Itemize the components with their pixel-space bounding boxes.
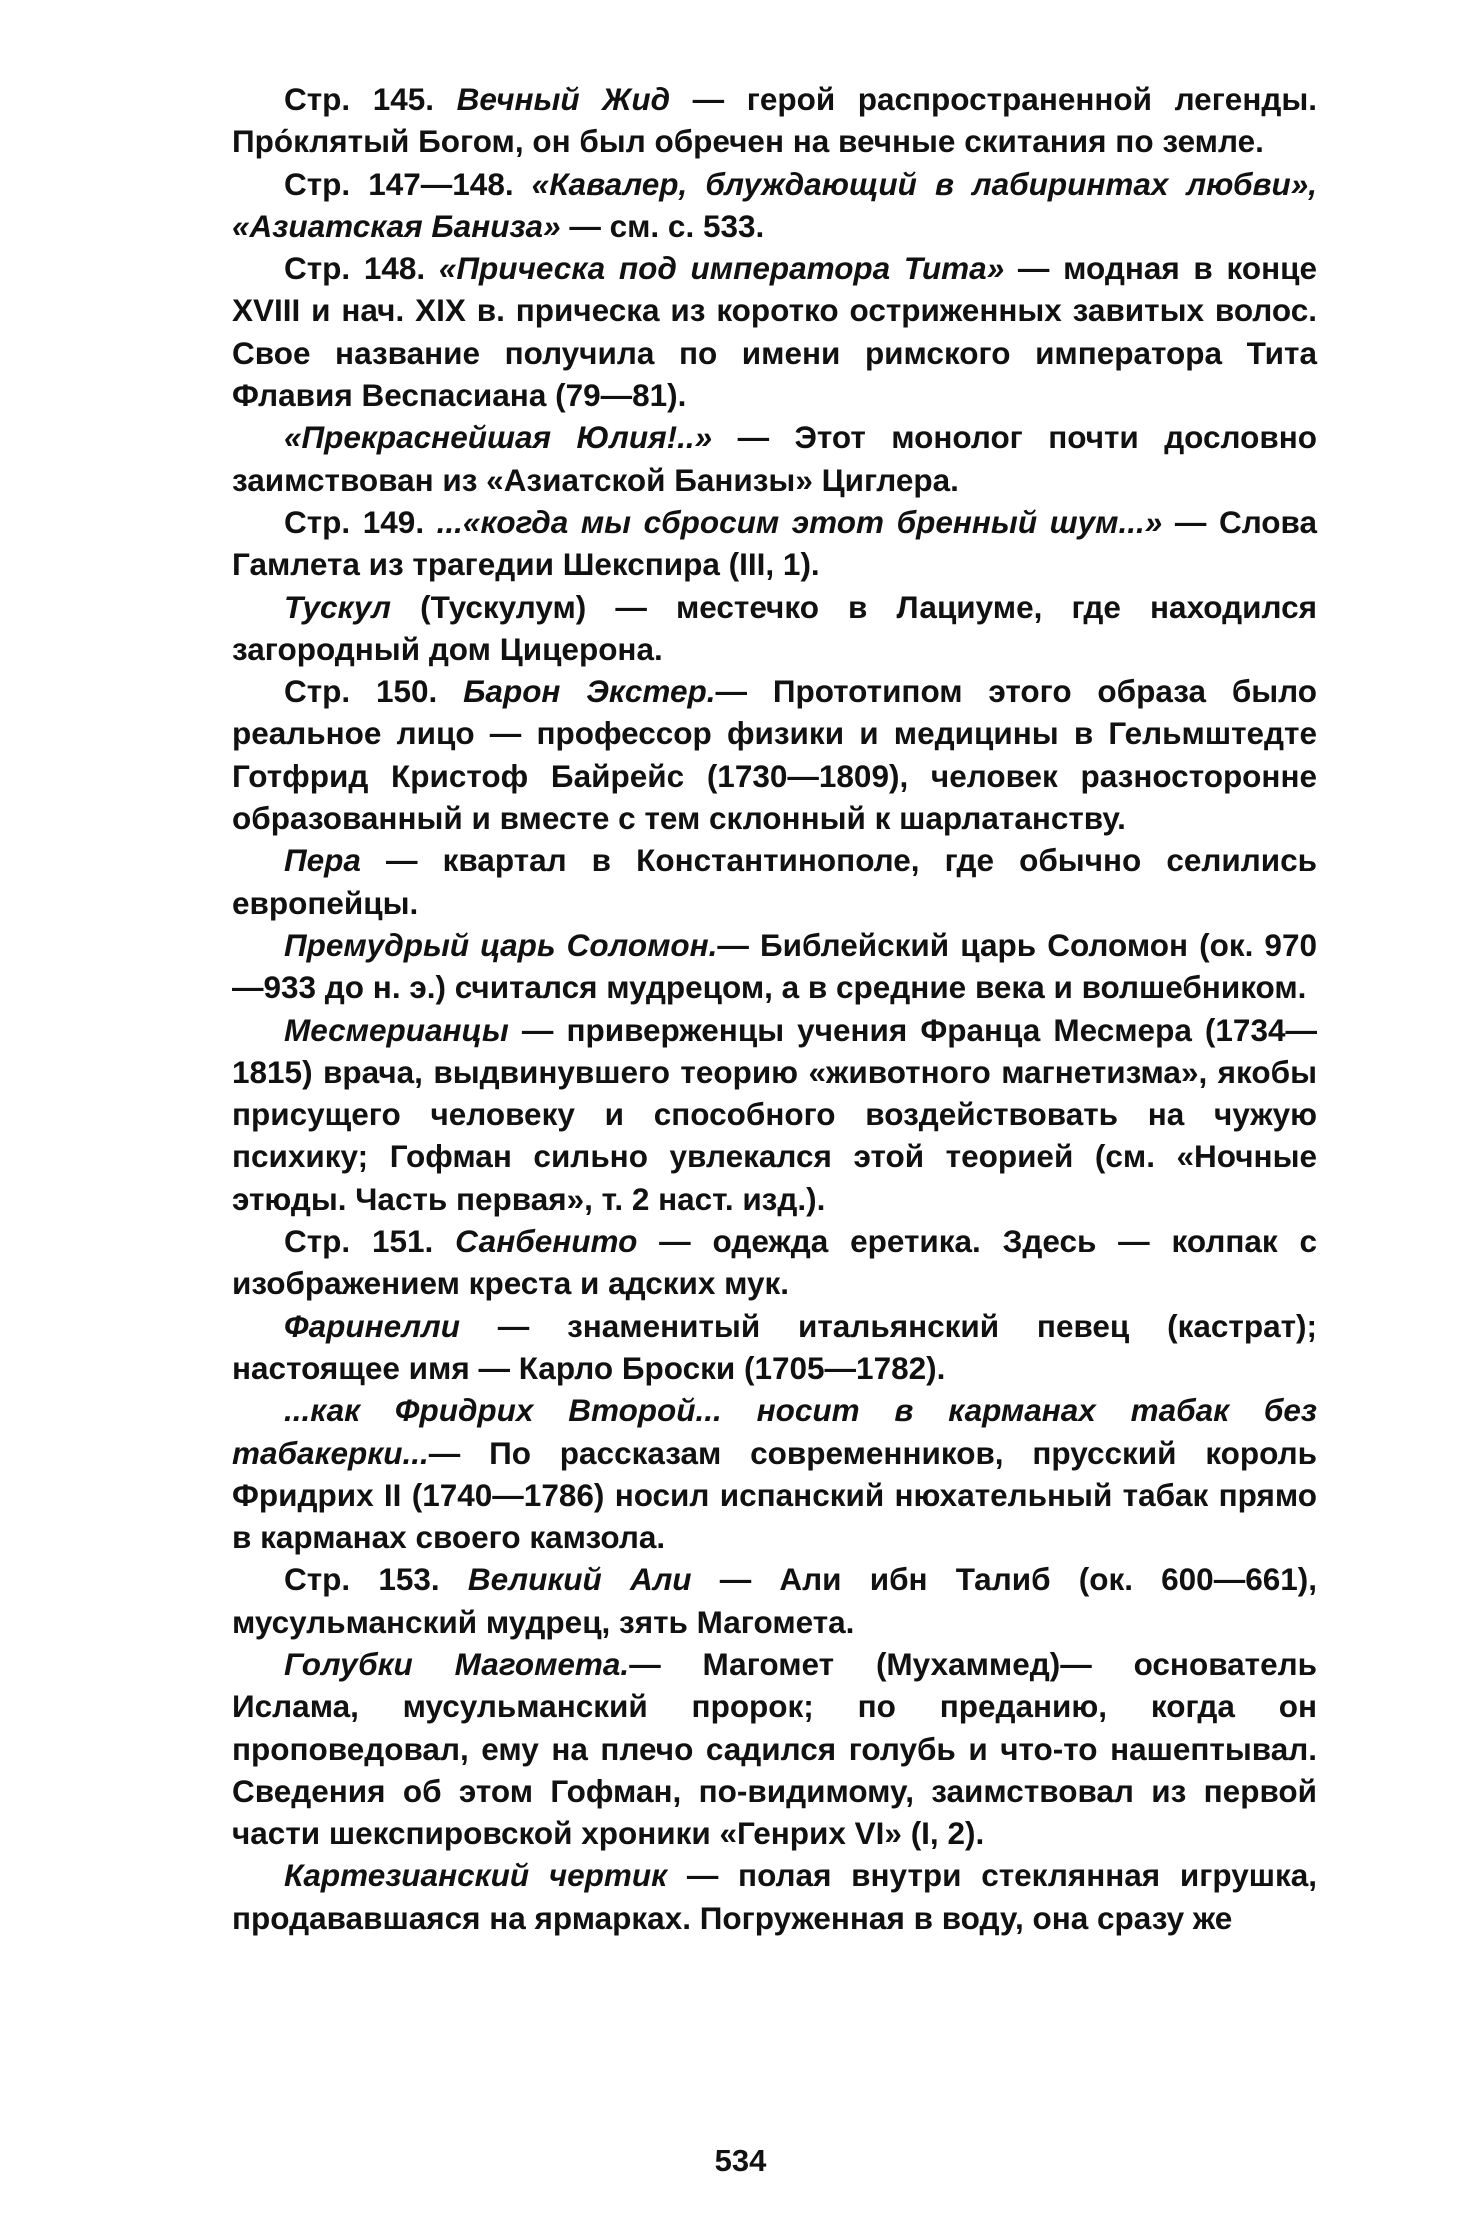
note-paragraph [232, 924, 1317, 1009]
note-term: Фаринелли [284, 1307, 460, 1344]
note-paragraph [232, 1220, 1317, 1305]
note-term: Вечный Жид [456, 81, 671, 117]
note-term: Санбенито [455, 1223, 638, 1260]
note-body: — квартал в Константинополе, где обычно селились европейцы. [232, 842, 1317, 921]
note-body: (Тускулум) — местечко в Лациуме, где находился загородный дом Цицерона. [232, 588, 1317, 667]
note-body: — знаменитый итальянский певец (кастрат); настоящее имя — Карло Броски (1705—1782). [232, 1307, 1317, 1386]
note-paragraph [232, 1305, 1317, 1390]
note-term: «Прическа под императора Тита» [438, 250, 1005, 287]
page-ref: Стр. 149. [284, 503, 437, 540]
note-term: ...как Фридрих Второй... носит в карманах табак без табакерки... [232, 1392, 1317, 1471]
note-paragraph [232, 78, 1317, 163]
note-term: «Прекраснейшая Юлия!..» [284, 419, 713, 456]
page-ref: Стр. 153. [284, 1561, 468, 1598]
note-body: — приверженцы учения Франца Месмера (1734—1815) врача, выдвинувшего теорию «животного магнетизма», якобы присущего человеку и способного воздействовать на чужую психику; Гофман сильно увлекался этой теорией (см. «Ночные этюды. Часть первая», т. 2 наст. изд.). [232, 1011, 1317, 1217]
note-body: — герой распространенной легенды. Про́клятый Богом, он был обречен на вечные скитания по земле. [232, 81, 1318, 160]
note-body: — Магомет (Мухаммед)— основатель Ислама, мусульманский пророк; по преданию, когда он проповедовал, ему на плечо садился голубь и что-то нашептывал. Сведения об этом Гофман, по-видимому, заимствовал из первой части шекспировской хроники «Генрих VI» (I, 2). [232, 1645, 1317, 1852]
note-term: Барон Экстер. [463, 673, 716, 710]
note-paragraph [232, 839, 1317, 924]
note-term: Тускул [284, 588, 391, 625]
note-body: — По рассказам современников, прусский король Фридрих II (1740—1786) носил испанский нюхательный табак прямо в карманах своего камзола. [232, 1434, 1317, 1556]
note-paragraph [232, 163, 1317, 248]
page-number: 534 [714, 2143, 767, 2178]
note-paragraph [232, 1643, 1317, 1854]
note-paragraph [232, 586, 1317, 671]
note-body: — Этот монолог почти дословно заимствован из «Азиатской Банизы» Циглера. [232, 419, 1317, 498]
note-paragraph [232, 1854, 1317, 1939]
note-paragraph [232, 247, 1317, 416]
note-term: Голубки Магомета. [284, 1645, 630, 1682]
page-ref: Стр. 150. [284, 673, 464, 710]
note-term: ...«когда мы сбросим этот бренный шум...» [436, 503, 1163, 540]
note-body: — модная в конце XVIII и нач. XIX в. прическа из коротко остриженных завитых волос. Свое название получила по имени римского императора Тита Флавия Веспасиана (79—81). [232, 250, 1317, 414]
note-term: Великий Али [467, 1561, 692, 1598]
note-paragraph [232, 501, 1317, 586]
note-paragraph [232, 1009, 1317, 1220]
note-body: — полая внутри стеклянная игрушка, продававшаяся на ярмарках. Погруженная в воду, она сразу же [232, 1857, 1317, 1936]
note-body: — см. с. 533. [560, 207, 765, 244]
note-body: — Слова Гамлета из трагедии Шекспира (III, 1). [232, 503, 1317, 583]
note-term: Месмерианцы [284, 1011, 509, 1048]
page-ref: Стр. 151. [284, 1223, 456, 1260]
note-term: Пера [284, 842, 361, 879]
note-paragraph [232, 1558, 1317, 1643]
page-ref: Стр. 147—148. [284, 165, 532, 202]
note-term: Премудрый царь Соломон. [284, 926, 718, 963]
note-paragraph [232, 670, 1317, 839]
note-body: — одежда еретика. Здесь — колпак с изображением креста и адских мук. [232, 1223, 1317, 1302]
note-body: — Прототипом этого образа было реальное лицо — профессор физики и медицины в Гельмштедте Готфрид Кристоф Байрейс (1730—1809), человек разносторонне образованный и вместе с тем склонный к шарлатанству. [232, 673, 1318, 837]
note-body: — Библейский царь Соломон (ок. 970—933 до н. э.) считался мудрецом, а в средние века и волшебником. [232, 926, 1317, 1006]
notes-text [232, 78, 1317, 1939]
note-body: — Али ибн Талиб (ок. 600—661), мусульманский мудрец, зять Магомета. [232, 1561, 1317, 1640]
page-ref: Стр. 148. [284, 250, 439, 287]
note-paragraph [232, 416, 1317, 501]
note-paragraph [232, 1389, 1317, 1558]
page-ref: Стр. 145. [284, 81, 457, 117]
note-term: Картезианский чертик [284, 1857, 668, 1894]
note-term: «Кавалер, блуждающий в лабиринтах любви», «Азиатская Баниза» [232, 165, 1317, 244]
